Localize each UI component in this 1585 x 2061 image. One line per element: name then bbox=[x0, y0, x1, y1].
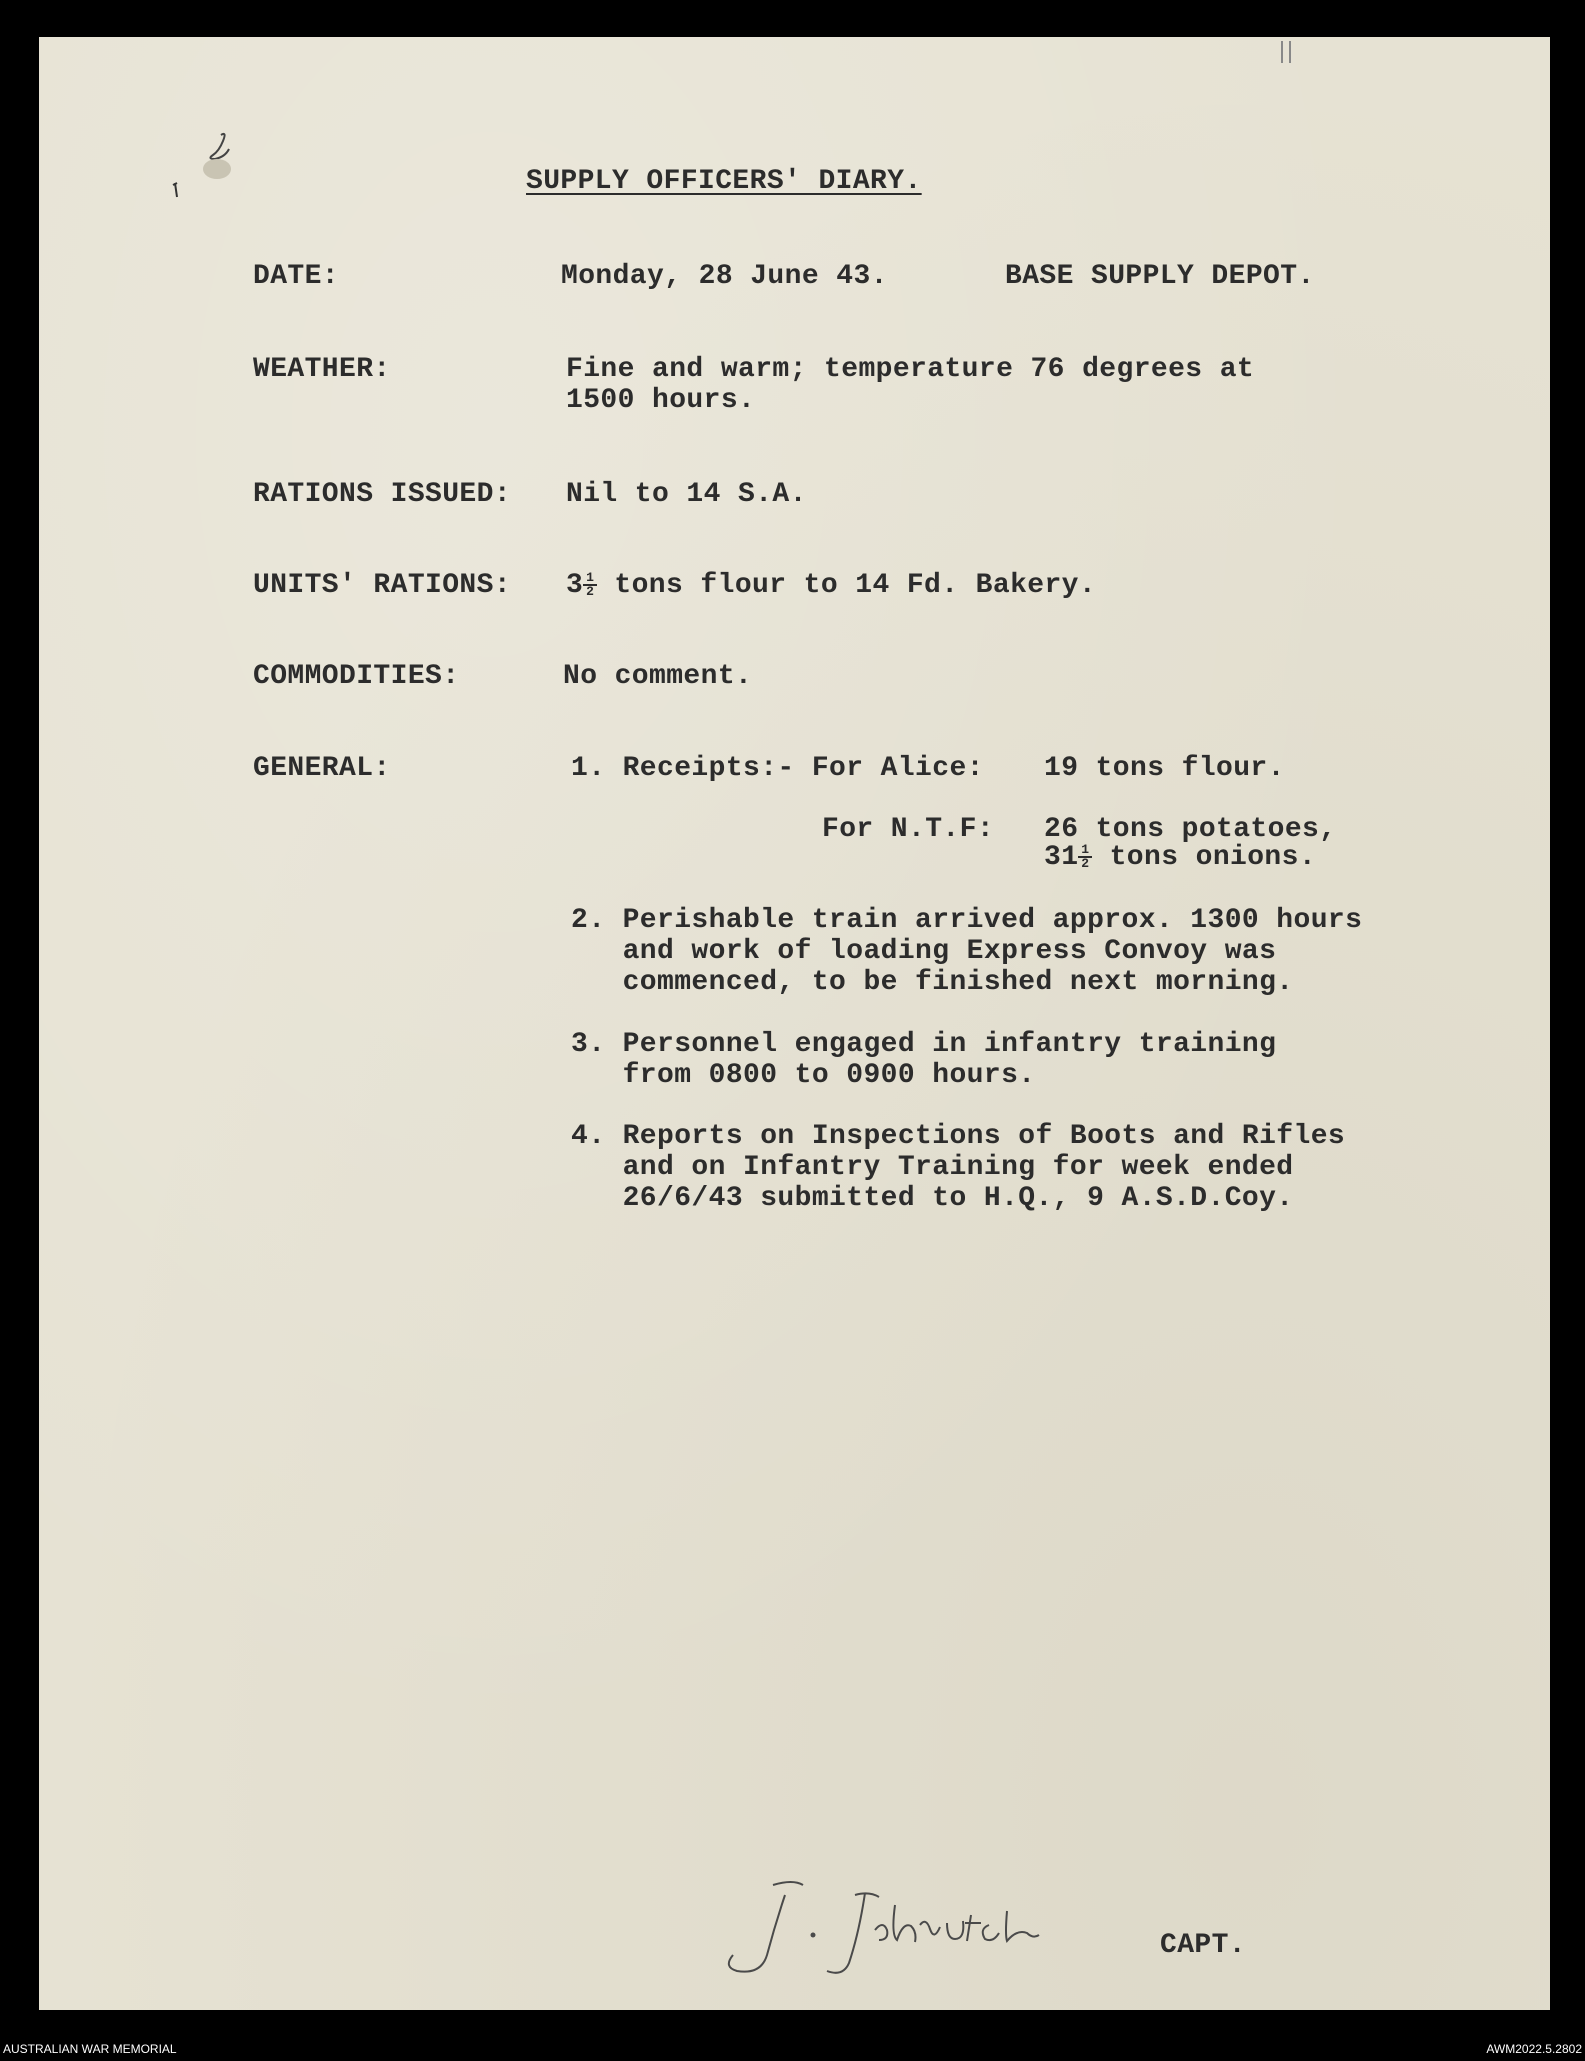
weather-label: WEATHER: bbox=[253, 354, 391, 385]
date-label: DATE: bbox=[253, 261, 340, 292]
document-page bbox=[39, 37, 1550, 2010]
units-rations-value bbox=[566, 570, 1096, 601]
general-item-3-line-2: from 0800 to 0900 hours. bbox=[571, 1060, 1036, 1091]
date-value: Monday, 28 June 43. bbox=[561, 261, 888, 292]
ntf-text: tons onions. bbox=[1092, 842, 1317, 873]
general-item-4-line-1: 4. Reports on Inspections of Boots and Rifles bbox=[571, 1121, 1346, 1152]
fraction-numerator: 1 bbox=[583, 572, 597, 586]
general-item-4-line-2: and on Infantry Training for week ended bbox=[571, 1152, 1294, 1183]
half-fraction bbox=[1078, 841, 1092, 871]
ntf-line-2 bbox=[1044, 842, 1316, 873]
half-fraction bbox=[583, 569, 597, 599]
fraction-denominator: 2 bbox=[586, 583, 595, 599]
signature bbox=[725, 1875, 1105, 1990]
weather-line-1: Fine and warm; temperature 76 degrees at bbox=[566, 354, 1255, 385]
footer-accession-number: AWM2022.5.2802 bbox=[1486, 2042, 1582, 2056]
alice-receipt-value: 19 tons flour. bbox=[1044, 753, 1285, 784]
general-item-4-line-3: 26/6/43 submitted to H.Q., 9 A.S.D.Coy. bbox=[571, 1183, 1294, 1214]
document-title: SUPPLY OFFICERS' DIARY. bbox=[526, 166, 922, 197]
rations-issued-value: Nil to 14 S.A. bbox=[566, 479, 807, 510]
units-rations-label: UNITS' RATIONS: bbox=[253, 570, 512, 601]
ntf-whole: 31 bbox=[1044, 842, 1079, 873]
units-rations-text: tons flour to 14 Fd. Bakery. bbox=[597, 570, 1097, 601]
ntf-label: For N.T.F: bbox=[822, 814, 995, 845]
fraction-numerator: 1 bbox=[1078, 844, 1092, 858]
ink-smudge bbox=[159, 97, 279, 232]
page-corner-mark bbox=[1274, 39, 1304, 74]
ntf-line-1: 26 tons potatoes, bbox=[1044, 814, 1337, 845]
general-item-3-line-1: 3. Personnel engaged in infantry training bbox=[571, 1029, 1277, 1060]
units-rations-whole: 3 bbox=[566, 570, 584, 601]
commodities-value: No comment. bbox=[563, 661, 753, 692]
general-item-2-line-3: commenced, to be finished next morning. bbox=[571, 967, 1294, 998]
rations-issued-label: RATIONS ISSUED: bbox=[253, 479, 512, 510]
general-item-2-line-1: 2. Perishable train arrived approx. 1300 hours bbox=[571, 905, 1363, 936]
weather-line-2: 1500 hours. bbox=[566, 385, 756, 416]
commodities-label: COMMODITIES: bbox=[253, 661, 460, 692]
signature-rank: CAPT. bbox=[1160, 1930, 1247, 1961]
depot-name: BASE SUPPLY DEPOT. bbox=[1005, 261, 1315, 292]
general-item-1: 1. Receipts:- For Alice: bbox=[571, 753, 984, 784]
footer-source: AUSTRALIAN WAR MEMORIAL bbox=[3, 2042, 177, 2056]
general-label: GENERAL: bbox=[253, 753, 391, 784]
general-item-2-line-2: and work of loading Express Convoy was bbox=[571, 936, 1277, 967]
fraction-denominator: 2 bbox=[1081, 855, 1090, 871]
